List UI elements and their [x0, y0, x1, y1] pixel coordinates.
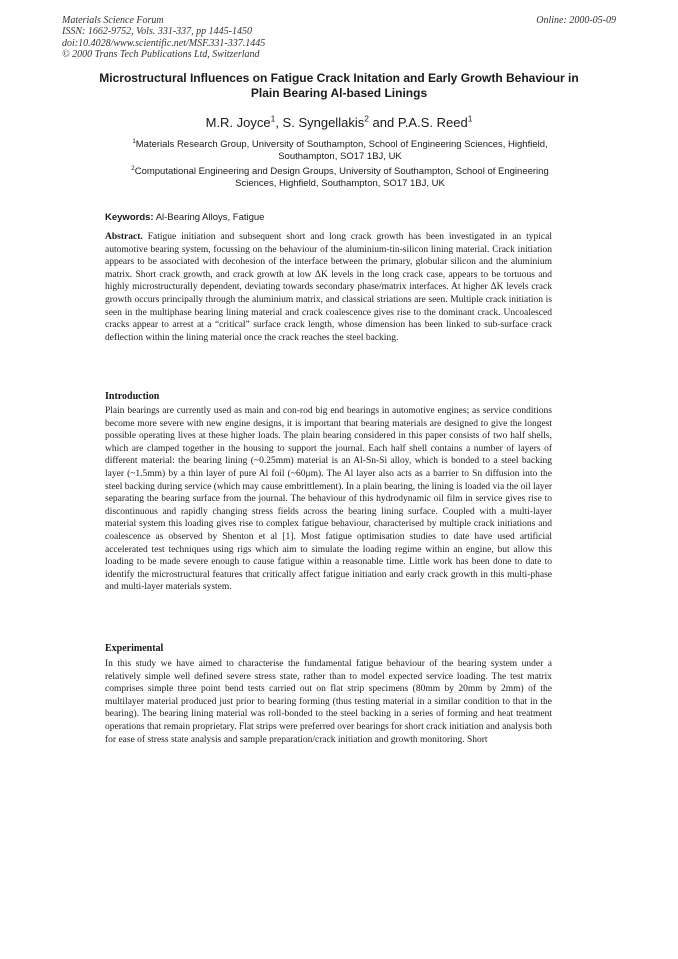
abstract-label: Abstract.	[105, 232, 143, 242]
author-sup: 1	[270, 113, 276, 124]
online-date: Online: 2000-05-09	[536, 15, 616, 26]
journal-header	[62, 15, 265, 61]
abstract-text: Fatigue initiation and subsequent short and long crack growth has been investigated in an typical automotive bearing system, focussing on the behaviour of the aluminium-tin-silicon lining material. Crack initiation appears to be associated with decohesion of the interface between the primary, globular silicon and the aluminium matrix. Short crack growth, and crack growth at low ΔK levels in the long crack case, appears to be tortuous and highly microstructurally dependent, deviating towards secondary phase/matrix interfaces. At higher ΔK levels crack growth occurs principally through the aluminium matrix, and classical striations are seen. Multiple crack initiation is seen in the multiphase bearing lining material and crack coalescence gives rise to the dominant crack. Uncoalesced cracks appear to arrest at a “critical” surface crack length, whose dimension has been linked to sub-surface crack deflection within the lining material once the crack reaches the steel backing.	[105, 232, 552, 343]
introduction-text: Plain bearings are currently used as main and con-rod big end bearings in automotive engines; as service conditions become more severe with new engine designs, it is important that bearing materials are designed to give the longest possible operating lives at these higher loads. The plain bearing considered in this paper consists of two half shells, which are clamped together in the housing to support the journal. Each half shell contains a number of layers of different material: the bearing lining (~0.25mm) material is an Al-Sn-Si alloy, which is bonded to a steel backing layer (~1.5mm) by a thin layer of pure Al foil (~60μm). The Al layer also acts as a barrier to Sn diffusion into the steel backing during service (which may cause embrittlement). In a plain bearing, the lining is loaded via the oil layer separating the bearing surface from the journal. The behaviour of this hydrodynamic oil film in service gives rise to discontinuous and rapidly changing stress fields across the bearing lining surface. Coupled with a multi-layer material system this loading gives rise to complex fatigue behaviour, characterised by multiple crack initiations and coalescence as observed by Shenton et al [1]. Most fatigue optimisation studies to date have used artificial accelerated test techniques using rigs which aim to simulate the loading regime within an engine, but allow this loading to be made severe enough to cause fatigue within a reasonable time. Little work has been done to date to identify the microstructural features that critically affect fatigue initiation and early crack growth in this multi-phase and multi-layer materials system.	[105, 406, 552, 593]
author-sup: 1	[467, 113, 473, 124]
issn-line: ISSN: 1662-9752, Vols. 331-337, pp 1445-1450	[62, 26, 252, 38]
affiliation-1	[120, 139, 560, 163]
affiliation-sup: 1	[132, 137, 136, 145]
keywords-label: Keywords:	[105, 212, 154, 223]
paper-title: Microstructural Influences on Fatigue Crack Initation and Early Growth Behaviour in Plain Bearing Al-based Linings	[99, 71, 579, 100]
journal-name: Materials Science Forum	[62, 15, 164, 26]
author-line	[90, 115, 588, 131]
experimental-heading: Experimental	[105, 643, 164, 654]
affiliation-text: Materials Research Group, University of Southampton, School of Engineering Sciences, Highfield, Southampton, SO17 1BJ, UK	[135, 139, 548, 162]
affiliation-2	[120, 166, 560, 190]
author-joyce: M.R. Joyce	[205, 115, 271, 130]
author-reed: and P.A.S. Reed	[368, 115, 468, 130]
copyright-line: © 2000 Trans Tech Publications Ltd, Switzerland	[62, 49, 260, 61]
introduction-heading: Introduction	[105, 391, 160, 402]
affiliation-text: Computational Engineering and Design Groups, University of Southampton, School of Engineering Sciences, Highfield, Southampton, SO17 1BJ, UK	[134, 166, 549, 189]
affiliation-sup: 2	[131, 164, 135, 172]
author-sup: 2	[364, 113, 369, 124]
doi-line: doi:10.4028/www.scientific.net/MSF.331-337.1445	[62, 37, 266, 49]
author-syngellakis: , S. Syngellakis	[275, 115, 365, 130]
experimental-text: In this study we have aimed to characterise the fundamental fatigue behaviour of the bearing system under a relatively simple well defined severe stress state, rather than to model expected service loading. The test matrix comprises simple three point bend tests carried out on flat strip specimens (80mm by 20mm by 2mm) of the multilayer material produced just prior to bearing forming (thus testing material in a similar condition to that in the bearing). The bearing lining material was roll-bonded to the steel backing in a series of forming and heat treatment operations that remain proprietary. Flat strips were preferred over bearings for short crack initiation and analysis both for ease of stress state analysis and sample preparation/crack initiation and growth monitoring. Short	[105, 659, 552, 745]
keywords	[105, 212, 264, 223]
abstract	[105, 231, 552, 344]
keywords-text: Al-Bearing Alloys, Fatigue	[153, 212, 265, 223]
